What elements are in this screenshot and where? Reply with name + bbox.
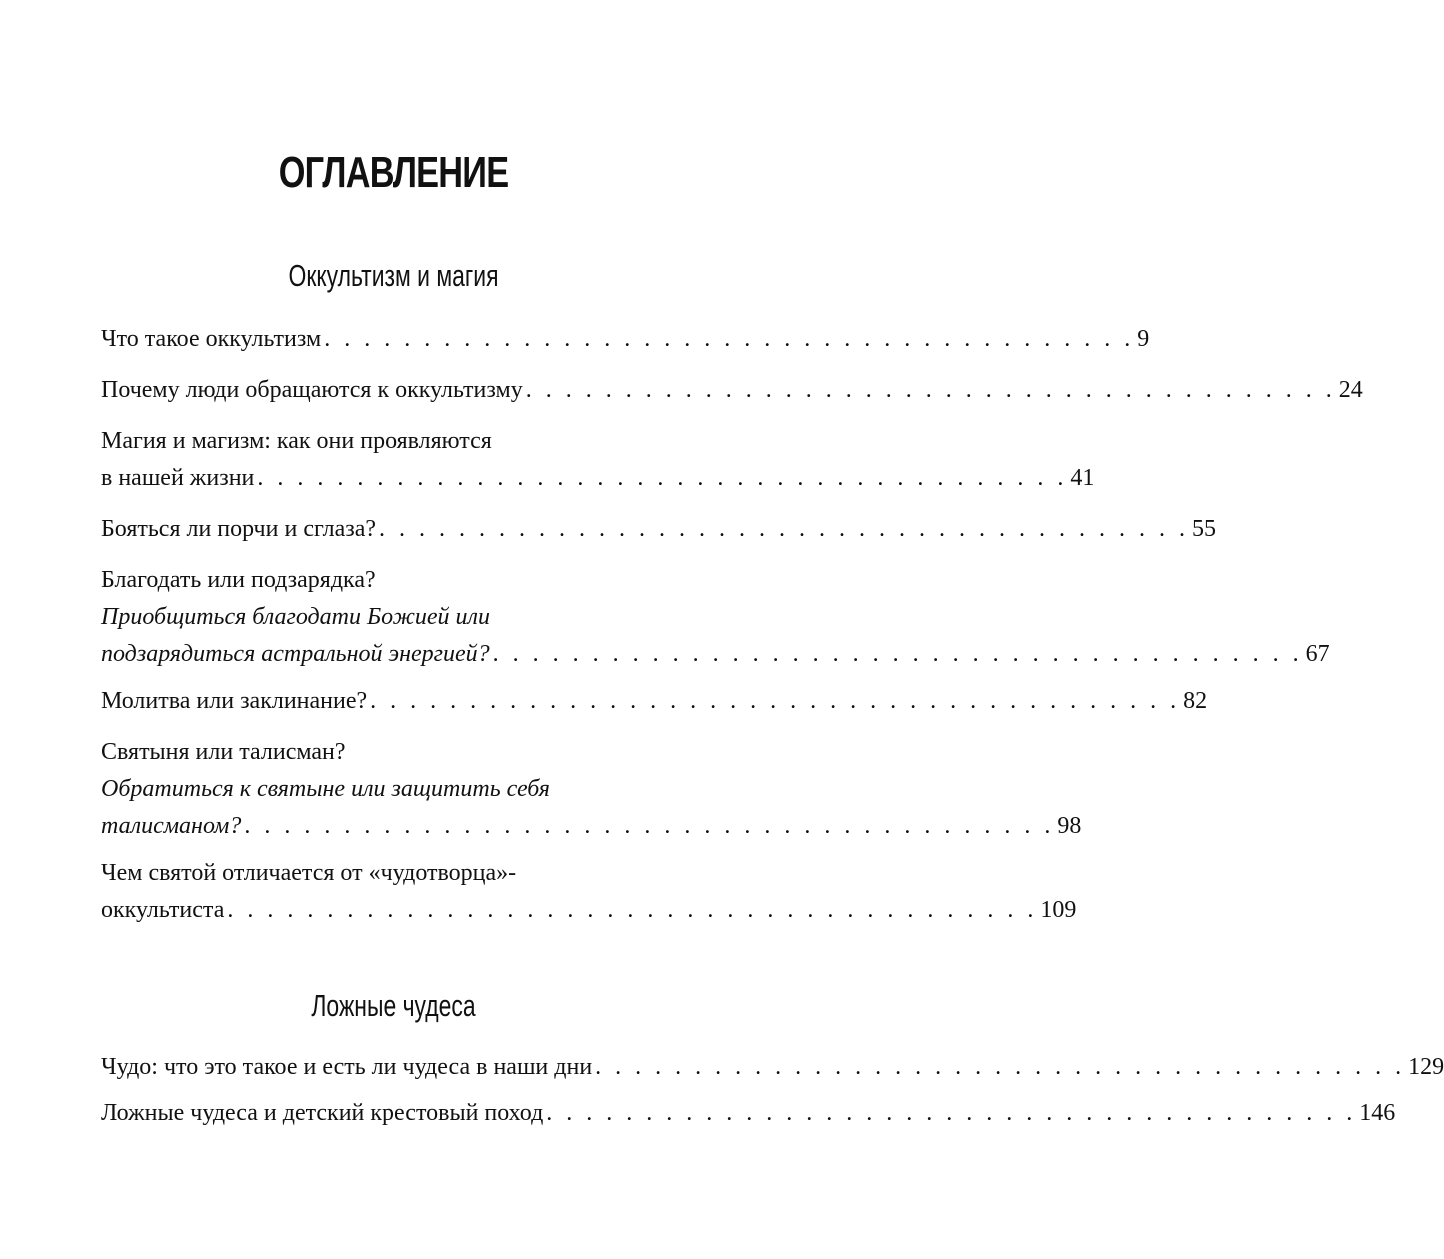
page-number: 55 (1192, 516, 1217, 542)
toc-entry[interactable]: Что такое оккультизм . . . . . . . . . . . . . . . . . . . . . . . . . . . . . . . . . . . . . . . . . 9 (101, 321, 658, 358)
toc-entry[interactable]: Магия и магизм: как они проявляются в нашей жизни . . . . . . . . . . . . . . . . . . . . . . . . . . . . . . . . . . . . . . . . . 41 (101, 423, 658, 497)
page-number: 109 (1040, 897, 1077, 923)
toc-entry[interactable]: Почему люди обращаются к оккультизму . . . . . . . . . . . . . . . . . . . . . . . . . . . . . . . . . . . . . . . . . 24 (101, 372, 658, 409)
page-number: 82 (1183, 688, 1208, 714)
toc-entry[interactable]: Чем святой отличается от «чудотворца»- оккультиста . . . . . . . . . . . . . . . . . . . . . . . . . . . . . . . . . . . . . . . . . 109 (101, 855, 658, 929)
section-title-occultism: Оккультизм и магия (288, 258, 499, 293)
toc-entry[interactable]: Святыня или талисман? Обратиться к святыне или защитить себя талисманом? . . . . . . . . . . . . . . . . . . . . . . . . . . . . . . . . . . . . . . . . . 98 (101, 734, 658, 845)
page-number: 24 (1338, 377, 1363, 403)
page-title: ОГЛАВЛЕНИЕ (278, 148, 509, 197)
page-number: 98 (1057, 813, 1082, 839)
toc-entry[interactable]: Бояться ли порчи и сглаза? . . . . . . . . . . . . . . . . . . . . . . . . . . . . . . . . . . . . . . . . . 55 (101, 511, 658, 548)
toc-entry[interactable]: Молитва или заклинание? . . . . . . . . . . . . . . . . . . . . . . . . . . . . . . . . . . . . . . . . . 82 (101, 683, 658, 720)
toc-section-false-miracles (101, 1049, 1444, 1132)
toc-entry[interactable]: Благодать или подзарядка? Приобщиться благодати Божией или подзарядиться астральной энергией? . . . . . . . . . . . . . . . . . . . . . . . . . . . . . . . . . . . . . . . . . 67 (101, 562, 658, 673)
toc-entry[interactable]: Чудо: что это такое и есть ли чудеса в наши дни . . . . . . . . . . . . . . . . . . . . . . . . . . . . . . . . . . . . . . . . . 129 (101, 1049, 658, 1086)
toc-entry[interactable]: Ложные чудеса и детский крестовый поход . . . . . . . . . . . . . . . . . . . . . . . . . . . . . . . . . . . . . . . . . 146 (101, 1095, 658, 1132)
page-number: 129 (1408, 1054, 1444, 1080)
page-number: 41 (1070, 465, 1095, 491)
page-number: 146 (1359, 1100, 1396, 1126)
toc-section-occultism (101, 321, 1363, 929)
section-title-false-miracles: Ложные чудеса (311, 988, 476, 1023)
page-number: 9 (1137, 326, 1150, 352)
page-number: 67 (1305, 641, 1330, 667)
